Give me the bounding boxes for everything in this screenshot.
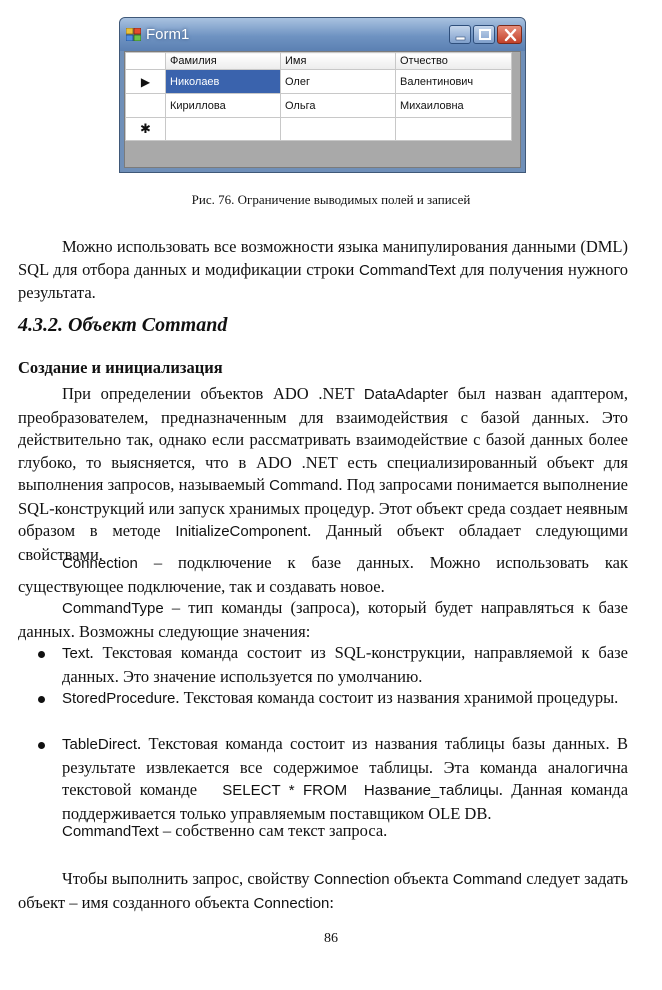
data-grid-view[interactable] <box>124 51 521 168</box>
list-item <box>62 733 628 825</box>
minimize-icon <box>450 26 472 45</box>
property-connection <box>18 552 628 598</box>
grid-cell[interactable] <box>166 118 281 141</box>
grid-cell[interactable]: Олег <box>281 70 396 94</box>
paragraph-dml <box>18 236 628 305</box>
minimize-button[interactable] <box>449 25 471 44</box>
window-title: Form1 <box>146 26 190 43</box>
subsection-heading: Создание и инициализация <box>18 358 223 377</box>
text-run: был назван адаптером, преобразователем, предназначенным для взаимодействия с базой данных. Это действительно так, однако если рассматривать взаимодействие с базой данных более глубоко, то выясняется, что в ADO .NET есть специализированный объект для выполнения запросов, называемый <box>18 384 628 494</box>
grid-corner-cell[interactable] <box>126 53 166 70</box>
text-run: для получения нужного результата. <box>18 259 628 302</box>
grid-cell[interactable] <box>396 118 512 141</box>
column-header-patronymic[interactable]: Отчество <box>396 53 512 70</box>
grid-cell[interactable]: Николаев <box>166 70 281 94</box>
maximize-button[interactable] <box>473 25 495 44</box>
text-run: При определении объектов ADO .NET <box>62 384 364 403</box>
list-item <box>62 642 628 688</box>
text-run: Можно использовать все возможности языка манипулирования данными (DML) SQL для отбора данных и модификации строки <box>18 237 628 279</box>
text-run: – тип команды (запроса), который будет направляться к базе данных. Возможны следующие значения: <box>18 598 628 641</box>
code-term: DataAdapter <box>363 386 449 403</box>
code-term: Connection <box>253 894 330 912</box>
maximize-icon <box>474 26 496 45</box>
table-row[interactable] <box>126 70 512 94</box>
text-run: объекта <box>389 869 453 888</box>
window-titlebar[interactable] <box>120 18 525 51</box>
page-number: 86 <box>324 931 338 946</box>
paragraph-command-intro <box>18 383 628 566</box>
code-term: CommandText <box>358 261 456 279</box>
grid-cell[interactable]: Кириллова <box>166 94 281 118</box>
grid-cell[interactable]: Михаиловна <box>396 94 512 118</box>
column-header-name[interactable]: Имя <box>281 53 396 70</box>
text-run: – собственно сам текст запроса. <box>158 821 388 840</box>
current-row-indicator-icon[interactable]: ▶ <box>126 70 166 94</box>
text-run: – подключение к базе данных. Можно использовать как существующее подключение, так и создавать новое. <box>18 553 628 596</box>
text-run: следует задать объект – имя созданного объекта <box>18 869 628 912</box>
data-grid <box>125 52 512 141</box>
close-button[interactable] <box>497 25 522 44</box>
text-run: Чтобы выполнить запрос, свойству <box>62 869 314 888</box>
bullet-icon <box>38 696 45 703</box>
property-name: CommandType <box>62 600 164 617</box>
new-row-asterisk-icon[interactable]: ✱ <box>126 118 166 141</box>
bullet-icon <box>38 651 45 658</box>
row-header-cell[interactable] <box>126 94 166 118</box>
bullet-icon <box>38 742 45 749</box>
text-run: . Данный объект обладает следующими свойствами. <box>18 521 628 564</box>
property-commandtext <box>18 820 628 844</box>
text-run: : <box>329 892 334 912</box>
property-name: CommandText <box>62 823 159 840</box>
table-row[interactable] <box>126 94 512 118</box>
figure-caption: Рис. 76. Ограничение выводимых полей и записей <box>191 192 471 207</box>
property-commandtype <box>18 597 628 643</box>
list-item <box>62 687 628 711</box>
property-name: Connection <box>62 555 138 572</box>
value-name: Text <box>62 645 90 662</box>
section-heading: 4.3.2. Объект Command <box>18 314 228 336</box>
text-run: . Текстовая команда состоит из названия таблицы базы данных. В результате извлекается все содержимое таблицы. Эта команда аналогична текстовой команде <box>62 734 628 799</box>
grid-header-row <box>126 53 512 70</box>
value-name: TableDirect <box>62 736 138 753</box>
text-run: . Текстовая команда состоит из названия хранимой процедуры. <box>175 688 619 707</box>
column-header-surname[interactable]: Фамилия <box>166 53 281 70</box>
app-icon <box>126 28 141 41</box>
code-term: SELECT * FROM Название_таблицы <box>205 782 499 799</box>
value-name: StoredProcedure <box>62 690 176 707</box>
code-term: InitializeComponent <box>175 523 308 540</box>
grid-cell[interactable]: Ольга <box>281 94 396 118</box>
grid-cell[interactable] <box>281 118 396 141</box>
code-term: Connection <box>313 871 390 888</box>
close-icon <box>498 26 523 45</box>
code-term: Command <box>269 477 339 494</box>
paragraph-connection-assign <box>18 868 628 915</box>
new-row[interactable] <box>126 118 512 141</box>
text-run: . Под запросами понимается выполнение SQL-конструкций или запуск хранимых процедур. Этот объект среда создает неявным образом в методе <box>18 475 628 540</box>
grid-cell[interactable]: Валентинович <box>396 70 512 94</box>
text-run: . Данная команда поддерживается только управляемым поставщиком OLE DB. <box>62 780 629 823</box>
code-term: Command <box>452 871 522 888</box>
text-run: . Текстовая команда состоит из SQL-конструкции, направляемой к базе данных. Это значение используется по умолчанию. <box>62 643 628 686</box>
form1-window <box>119 17 526 173</box>
